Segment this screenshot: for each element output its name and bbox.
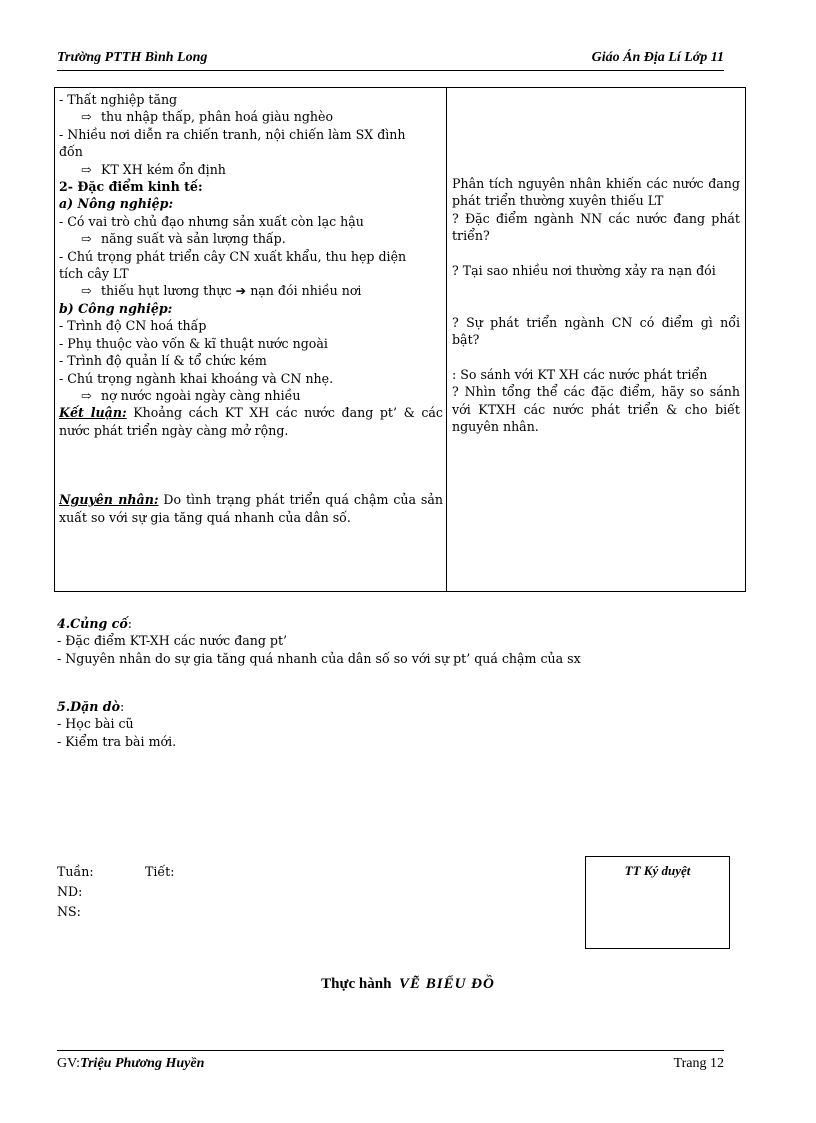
consolidation-section — [57, 615, 581, 667]
schedule-info — [57, 862, 175, 922]
section-heading: 2- Đặc điểm kinh tế: — [59, 179, 203, 195]
nd-label: ND: — [57, 884, 83, 899]
practice-topic: VẼ BIỂU ĐỒ — [398, 976, 495, 992]
week-label: Tuần: — [57, 864, 94, 879]
content-line: - Trình độ quản lí & tổ chức kém — [59, 353, 267, 369]
content-line: ⇨ thiếu hụt lương thực ➔ nạn đói nhiều nơi — [81, 283, 362, 299]
header-rule — [57, 70, 724, 71]
content-line: ⇨ KT XH kém ổn định — [81, 161, 226, 177]
homework-section — [57, 698, 176, 750]
footer-rule — [57, 1050, 724, 1051]
teacher-label: GV: — [57, 1056, 81, 1071]
approval-box — [585, 856, 730, 949]
page-number: Trang 12 — [673, 1056, 724, 1071]
list-item: - Nguyên nhân do sự gia tăng quá nhanh của dân số so với sự pt’ quá chậm của sx — [57, 650, 581, 666]
activity-question: ? Sự phát triển ngành CN có điểm gì nổi bật? — [452, 315, 740, 348]
lesson-table — [54, 87, 746, 592]
content-line: - Thất nghiệp tăng — [59, 92, 178, 107]
activity-note: : So sánh với KT XH các nước phát triển — [452, 366, 708, 382]
ns-label: NS: — [57, 904, 81, 919]
activity-note: Phân tích nguyên nhân khiến các nước đang phát triển thường xuyên thiếu LT — [452, 176, 740, 209]
content-line: - Chú trọng phát triển cây CN xuất khẩu, thu hẹp diện — [59, 248, 407, 264]
hollow-arrow-icon: ⇨ — [81, 387, 92, 403]
practice-title: Thực hành VẼ BIỂU ĐỒ — [321, 976, 495, 992]
page-footer — [57, 1056, 724, 1076]
activity-question: ? Đặc điểm ngành NN các nước đang phát triển? — [452, 210, 740, 244]
content-line: đốn — [59, 144, 83, 160]
list-item: - Đặc điểm KT-XH các nước đang pt’ — [57, 633, 288, 649]
hollow-arrow-icon: ⇨ — [81, 231, 92, 247]
content-line: - Trình độ CN hoá thấp — [59, 318, 207, 334]
section-title: 4.Củng cố: — [57, 616, 132, 631]
activity-question: ? Nhìn tổng thể các đặc điểm, hãy so sánh với KTXH các nước phát triển & cho biết nguyên nhân. — [452, 384, 740, 435]
content-line: ⇨ nợ nước ngoài ngày càng nhiều — [81, 387, 301, 403]
column-divider — [446, 88, 447, 591]
subsection-heading: a) Nông nghiệp: — [59, 196, 174, 212]
subsection-heading: b) Công nghiệp: — [59, 300, 173, 316]
content-column — [59, 91, 443, 526]
content-line: - Có vai trò chủ đạo nhưng sản xuất còn lạc hậu — [59, 213, 364, 229]
section-title: 5.Dặn dò: — [57, 699, 125, 714]
content-line: tích cây LT — [59, 266, 129, 282]
content-line: ⇨ năng suất và sản lượng thấp. — [81, 231, 286, 247]
content-line: - Nhiều nơi diễn ra chiến tranh, nội chiến làm SX đình — [59, 126, 406, 142]
right-arrow-icon: ➔ — [235, 283, 247, 299]
page-header — [57, 50, 724, 70]
content-line: ⇨ thu nhập thấp, phân hoá giàu nghèo — [81, 109, 334, 125]
hollow-arrow-icon: ⇨ — [81, 283, 92, 299]
teacher-name: Triệu Phương Huyền — [80, 1056, 205, 1071]
subject-title: Giáo Án Địa Lí Lớp 11 — [591, 50, 724, 65]
activity-column — [452, 175, 740, 435]
cause: Nguyên nhân: Do tình trạng phát triển quá chậm của sản xuất so với sự gia tăng quá nhanh của dân số. — [59, 492, 444, 525]
list-item: - Học bài cũ — [57, 716, 134, 732]
approval-label: TT Ký duyệt — [624, 863, 691, 878]
content-line: - Chú trọng ngành khai khoáng và CN nhẹ. — [59, 370, 334, 386]
conclusion: Kết luận: Khoảng cách KT XH các nước đang pt’ & các nước phát triển ngày càng mở rộng. — [59, 405, 443, 438]
list-item: - Kiểm tra bài mới. — [57, 733, 177, 749]
activity-question: ? Tại sao nhiều nơi thường xảy ra nạn đói — [452, 262, 716, 278]
period-label: Tiết: — [145, 864, 175, 879]
school-name: Trường PTTH Bình Long — [57, 50, 208, 65]
hollow-arrow-icon: ⇨ — [81, 109, 92, 125]
hollow-arrow-icon: ⇨ — [81, 161, 92, 177]
content-line: - Phụ thuộc vào vốn & kĩ thuật nước ngoài — [59, 335, 328, 351]
